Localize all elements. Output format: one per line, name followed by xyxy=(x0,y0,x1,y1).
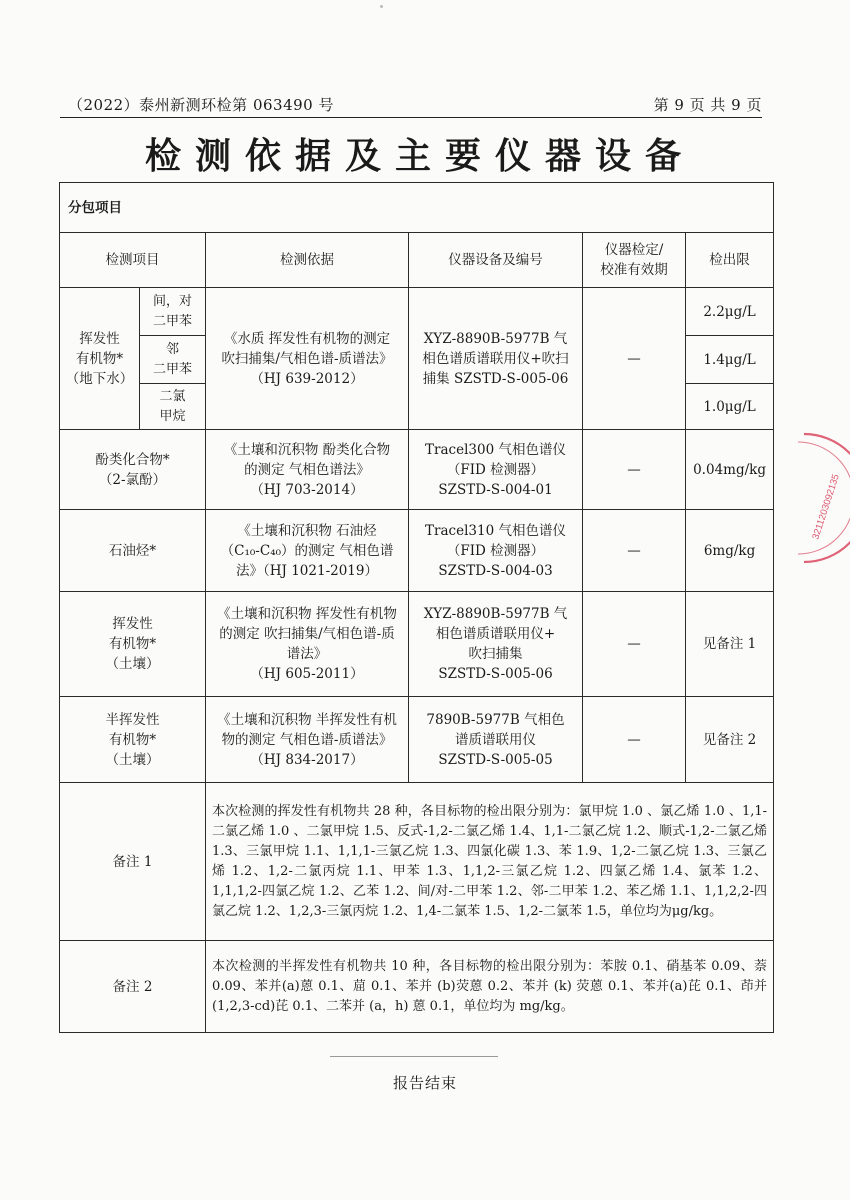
table-row xyxy=(60,592,774,697)
table-row xyxy=(60,510,774,592)
basis-cell: 《土壤和沉积物 酚类化合物的测定 气相色谱法》 （HJ 703-2014） xyxy=(206,430,409,510)
equipment-cell: XYZ-8890B-5977B 气相色谱质谱联用仪+吹扫捕集 SZSTD-S-005-06 xyxy=(409,288,583,430)
table-row xyxy=(60,430,774,510)
col-header-equipment: 仪器设备及编号 xyxy=(409,233,583,288)
scan-speck xyxy=(380,5,383,8)
table-row xyxy=(60,941,774,1033)
note-label: 备注 2 xyxy=(60,941,206,1033)
col-header-basis: 检测依据 xyxy=(206,233,409,288)
seal-number: 3211203092135 xyxy=(810,472,842,541)
validity-cell: — xyxy=(583,697,686,783)
col-header-limit: 检出限 xyxy=(686,233,774,288)
equipment-cell: Tracel310 气相色谱仪 （FID 检测器） SZSTD-S-004-03 xyxy=(409,510,583,592)
equipment-cell: XYZ-8890B-5977B 气相色谱质谱联用仪+ 吹扫捕集 SZSTD-S-005-06 xyxy=(409,592,583,697)
basis-cell: 《水质 挥发性有机物的测定 吹扫捕集/气相色谱-质谱法》（HJ 639-2012） xyxy=(206,288,409,430)
item-name: 挥发性 有机物* （土壤） xyxy=(60,592,206,697)
col-header-item: 检测项目 xyxy=(60,233,206,288)
limit-cell: 见备注 1 xyxy=(686,592,774,697)
limit-cell: 2.2μg/L xyxy=(686,288,774,336)
equipment-table xyxy=(59,182,774,1033)
limit-cell: 1.4μg/L xyxy=(686,336,774,384)
header-divider xyxy=(60,117,762,118)
validity-cell: — xyxy=(583,288,686,430)
validity-cell: — xyxy=(583,592,686,697)
limit-cell: 1.0μg/L xyxy=(686,384,774,430)
sub-item-name: 间，对 二甲苯 xyxy=(140,288,206,336)
limit-cell: 见备注 2 xyxy=(686,697,774,783)
item-name: 酚类化合物* （2-氯酚） xyxy=(60,430,206,510)
validity-cell: — xyxy=(583,510,686,592)
note-text: 本次检测的挥发性有机物共 28 种，各目标物的检出限分别为：氯甲烷 1.0 、氯乙烯 1.0 、1,1-二氯乙烯 1.0 、二氯甲烷 1.5、反式-1,2-二氯乙烯 1.4、1,1-二氯乙烷 1.2、顺式-1,2-二氯乙烯 1.3、三氯甲烷 1.1、1,1,1-三氯乙烷 1.3、四氯化碳 1.3、苯 1.9、1,2-二氯乙烷 1.3、三氯乙烯 1.2、1,2-二氯丙烷 1.1、甲苯 1.3、1,1,2-三氯乙烷 1.2、四氯乙烯 1.4、氯苯 1.2、1,1,1,2-四氯乙烷 1.2、乙苯 1.2、间/对-二甲苯 1.2、邻-二甲苯 1.2、苯乙烯 1.1、1,1,2,2-四氯乙烷 1.2、1,2,3-三氯丙烷 1.2、1,4-二氯苯 1.5、1,2-二氯苯 1.5，单位均为μg/kg。 xyxy=(206,783,774,941)
section-title: 分包项目 xyxy=(60,183,774,233)
report-end-text: 报告结束 xyxy=(392,1074,457,1092)
basis-cell: 《土壤和沉积物 半挥发性有机物的测定 气相色谱-质谱法》（HJ 834-2017） xyxy=(206,697,409,783)
note-text: 本次检测的半挥发性有机物共 10 种，各目标物的检出限分别为：苯胺 0.1、硝基苯 0.09、萘 0.09、苯并(a)蒽 0.1、䓛 0.1、苯并 (b)荧蒽 0.2、苯并 (k) 荧蒽 0.1、苯并(a)芘 0.1、茚并 (1,2,3-cd)芘 0.1、二苯并 (a，h) 蒽 0.1，单位均为 mg/kg。 xyxy=(206,941,774,1033)
validity-cell: — xyxy=(583,430,686,510)
table-row xyxy=(60,697,774,783)
footer-divider xyxy=(330,1056,498,1057)
seal-stamp xyxy=(784,428,850,568)
limit-cell: 6mg/kg xyxy=(686,510,774,592)
basis-cell: 《土壤和沉积物 挥发性有机物的测定 吹扫捕集/气相色谱-质谱法》 （HJ 605-2011） xyxy=(206,592,409,697)
sub-item-name: 邻 二甲苯 xyxy=(140,336,206,384)
item-name: 半挥发性 有机物* （土壤） xyxy=(60,697,206,783)
equipment-cell: 7890B-5977B 气相色谱质谱联用仪 SZSTD-S-005-05 xyxy=(409,697,583,783)
basis-cell: 《土壤和沉积物 石油烃（C₁₀-C₄₀）的测定 气相色谱法》（HJ 1021-2019） xyxy=(206,510,409,592)
sub-item-name: 二氯 甲烷 xyxy=(140,384,206,430)
table-row xyxy=(60,288,774,336)
equipment-cell: Tracel300 气相色谱仪 （FID 检测器） SZSTD-S-004-01 xyxy=(409,430,583,510)
table-header-row xyxy=(60,233,774,288)
report-number: （2022）泰州新测环检第 063490 号 xyxy=(68,96,334,114)
limit-cell: 0.04mg/kg xyxy=(686,430,774,510)
table-row xyxy=(60,783,774,941)
col-header-validity: 仪器检定/ 校准有效期 xyxy=(583,233,686,288)
note-label: 备注 1 xyxy=(60,783,206,941)
item-name: 挥发性 有机物* （地下水） xyxy=(60,288,140,430)
page-title: 检测依据及主要仪器设备 xyxy=(144,136,695,177)
item-name: 石油烃* xyxy=(60,510,206,592)
page-indicator: 第 9 页 共 9 页 xyxy=(653,96,762,114)
